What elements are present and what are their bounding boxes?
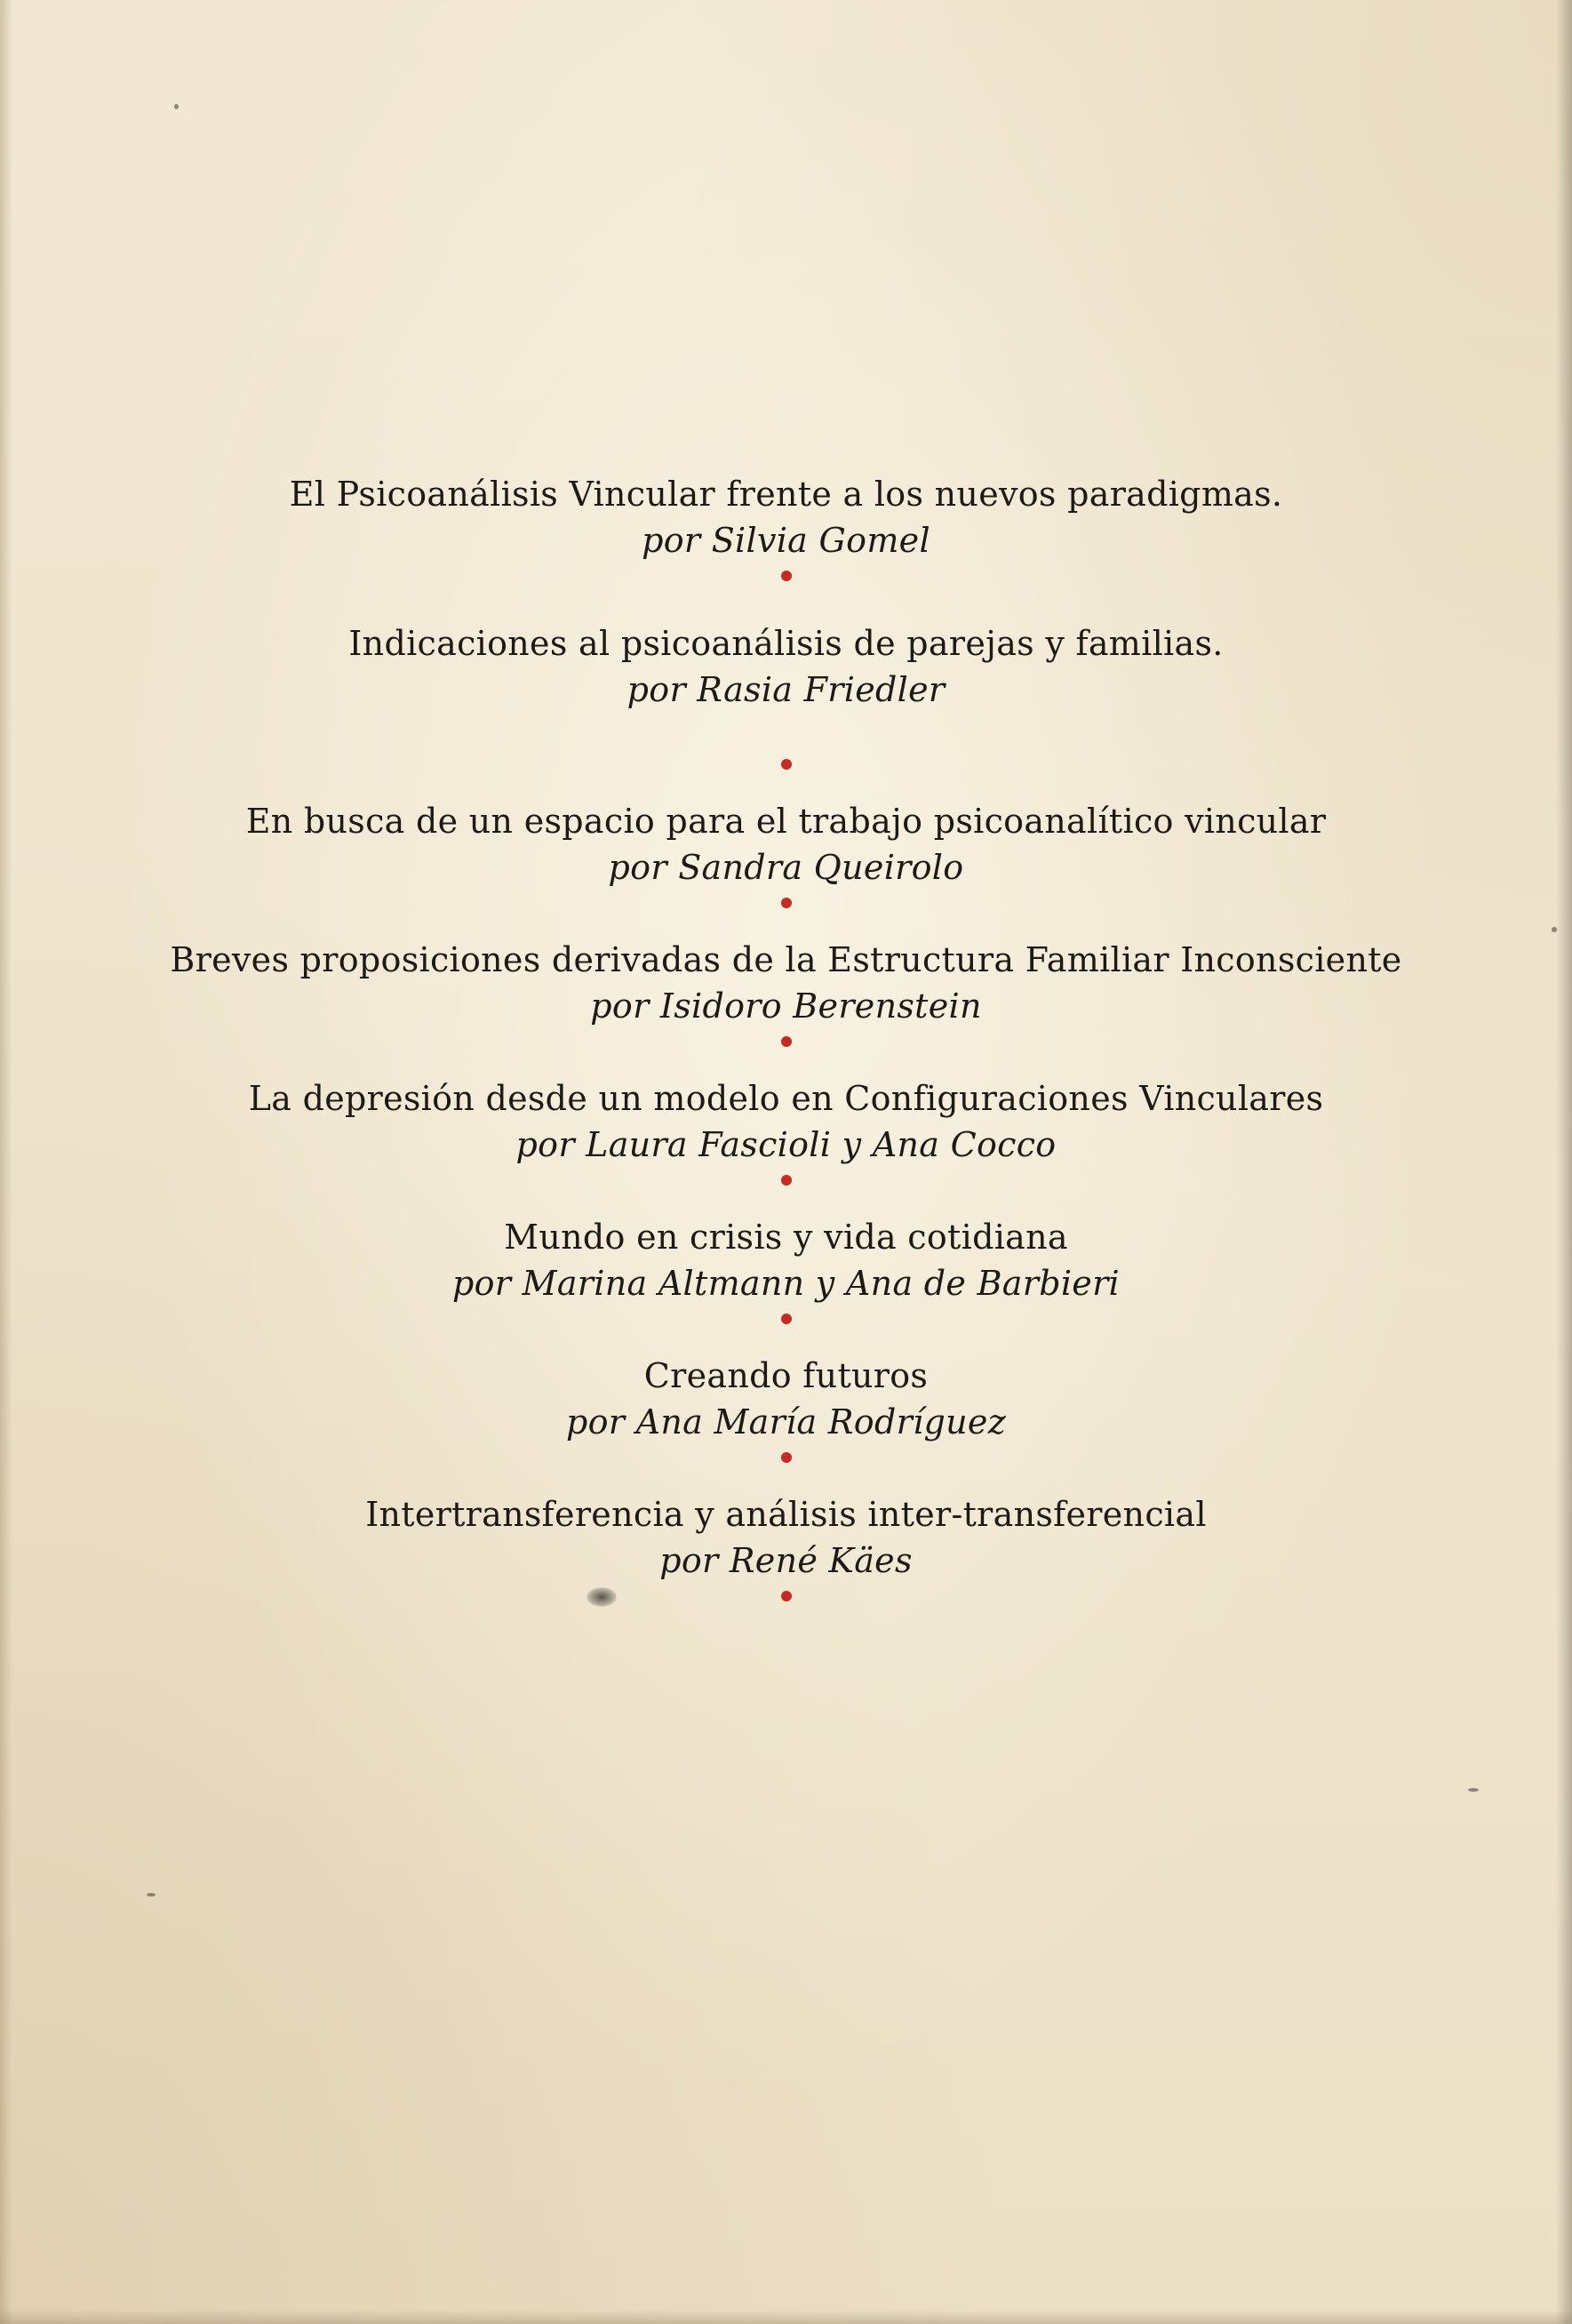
entry-author: por Marina Altmann y Ana de Barbieri: [451, 1264, 1121, 1303]
entry-author: por René Käes: [659, 1541, 913, 1580]
entry-author: por Silvia Gomel: [642, 521, 930, 560]
contents-entry: [0, 798, 1572, 908]
contents-entry: [0, 1491, 1572, 1601]
entry-title: En busca de un espacio para el trabajo psicoanalítico vincular: [245, 802, 1327, 841]
contents-entry: [0, 1214, 1572, 1324]
red-bullet-icon: [781, 898, 792, 908]
entry-title: El Psicoanálisis Vincular frente a los nuevos paradigmas.: [289, 475, 1283, 514]
paper-speck: [1468, 1788, 1479, 1792]
red-bullet-icon: [781, 1452, 792, 1463]
entry-title: Creando futuros: [643, 1356, 929, 1395]
page-edge-bottom: [0, 2310, 1572, 2324]
red-bullet-icon: [781, 571, 792, 581]
contents-entry: [0, 471, 1572, 581]
red-bullet-icon: [781, 1175, 792, 1186]
entry-title: Indicaciones al psicoanálisis de parejas y familias.: [348, 624, 1224, 663]
red-bullet-icon: [781, 1036, 792, 1047]
paper-speck: [147, 1893, 156, 1897]
paper-speck: [174, 104, 179, 109]
ink-smudge: [587, 1587, 617, 1607]
entry-title: La depresión desde un modelo en Configuraciones Vinculares: [248, 1079, 1324, 1118]
contents-entry: [0, 1075, 1572, 1186]
entry-author: por Sandra Queirolo: [608, 848, 964, 887]
red-bullet-icon: [781, 759, 792, 770]
contents-entry: [0, 937, 1572, 1047]
entry-author: por Ana María Rodríguez: [565, 1402, 1007, 1442]
entry-title: Mundo en crisis y vida cotidiana: [504, 1218, 1068, 1257]
contents-list: [0, 471, 1572, 1601]
contents-entry: [0, 620, 1572, 770]
contents-entry: [0, 1353, 1572, 1463]
entry-title: Intertransferencia y análisis inter-transferencial: [365, 1495, 1207, 1534]
red-bullet-icon: [781, 1314, 792, 1324]
entry-author: por Rasia Friedler: [626, 670, 946, 709]
entry-title: Breves proposiciones derivadas de la Estructura Familiar Inconsciente: [170, 940, 1402, 979]
entry-author: por Laura Fascioli y Ana Cocco: [515, 1125, 1057, 1164]
paper-speck: [1552, 927, 1557, 932]
entry-author: por Isidoro Berenstein: [590, 986, 982, 1026]
red-bullet-icon: [781, 1591, 792, 1601]
